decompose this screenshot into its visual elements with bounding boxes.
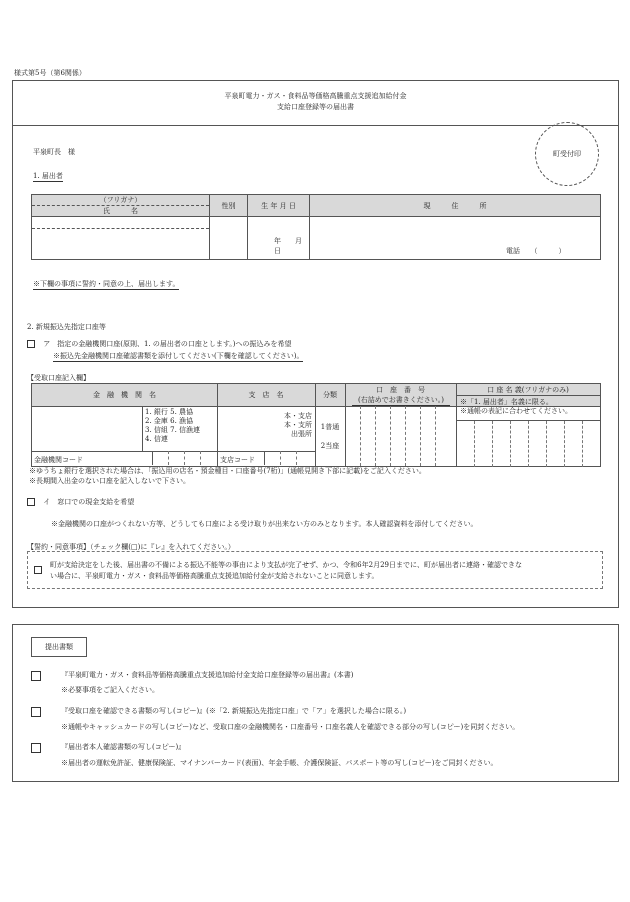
pledge-title: 【誓約・同意事項】（チェック欄(□)に『レ』を入れてください。） — [27, 543, 235, 551]
number-header: 口 座 番 号 — [376, 386, 425, 394]
doc-checkbox-2[interactable] — [31, 707, 41, 717]
address-label: 現 住 所 — [310, 195, 601, 217]
addressee: 平泉町長 様 — [33, 148, 75, 156]
applicant-table — [31, 194, 601, 260]
gender-field[interactable] — [210, 217, 248, 260]
phone-label: 電話 （ ） — [506, 247, 566, 255]
form-number: 様式第5号（第6関係） — [14, 69, 86, 77]
option-a-checkbox[interactable] — [27, 340, 35, 348]
pledge-text-2: い場合に、平泉町電力・ガス・食料品等価格高騰重点支援追加給付金が支給されないことに同意します。 — [50, 572, 379, 580]
doc-item-1: 『平泉町電力・ガス・食料品等価格高騰重点支援追加給付金支給口座登録等の届出書』(本書) — [61, 671, 354, 679]
bank-code-label: 金融機関コード — [34, 456, 83, 464]
long-term-note: ※長期間入出金のない口座を記入しないで下さい。 — [29, 477, 190, 485]
doc-item-2: 『受取口座を確認できる書類の写し(コピー)』(※「2. 新規振込先指定口座」で「ア」を選択した場合に限る。) — [61, 707, 407, 715]
pledge-box — [27, 551, 603, 589]
account-section-label: 【受取口座記入欄】 — [27, 374, 90, 382]
pledge-checkbox[interactable] — [34, 566, 42, 574]
pledge-note: ※下欄の事項に誓約・同意の上、届出します。 — [33, 280, 180, 288]
doc-note-3: ※届出者の運転免許証、健康保険証、マイナンバーカード(表面)、年金手帳、介護保険証、パスポート等の写し(コピー)をご同封ください。 — [61, 759, 498, 767]
account-type-current[interactable]: 2当座 — [320, 442, 340, 450]
doc-note-1: ※必要事項をご記入ください。 — [61, 686, 159, 694]
option-a-row — [27, 339, 292, 349]
account-number-field[interactable] — [345, 406, 456, 466]
form-title-line2: 支給口座登録等の届出書 — [277, 103, 354, 111]
branch-type-list: 本・支店 本・支所 出張所 — [284, 412, 312, 438]
bank-code-field[interactable] — [152, 451, 216, 465]
furigana-field[interactable] — [32, 217, 209, 229]
option-a-note: ※振込先金融機関口座確認書類を添付してください(下欄を確認してください)。 — [53, 352, 304, 360]
documents-section — [12, 624, 619, 782]
dob-units: 年 月 日 — [274, 237, 316, 255]
number-subheader: (右詰めでお書きください。) — [352, 395, 450, 406]
doc-item-3: 『届出者本人確認書類の写し(コピー)』 — [61, 743, 186, 751]
dob-label: 生 年 月 日 — [248, 195, 310, 217]
bank-header: 金 融 機 関 名 — [93, 391, 156, 399]
gender-label: 性別 — [210, 195, 248, 217]
name-field[interactable] — [32, 229, 209, 259]
branch-header: 支 店 名 — [248, 391, 284, 399]
documents-title: 提出書類 — [31, 637, 87, 657]
section2-title: 2. 新規振込先指定口座等 — [27, 323, 106, 331]
name-label: 氏 名 — [32, 205, 209, 216]
holder-field[interactable] — [456, 420, 600, 467]
option-i-label: イ 窓口での現金支給を希望 — [43, 498, 135, 506]
bank-type-list: 1. 銀行 5. 農協 2. 金庫 6. 漁協 3. 信組 7. 信漁連 4. 信連 — [145, 408, 201, 443]
type-header: 分類 — [323, 391, 337, 399]
branch-code-label: 支店コード — [220, 456, 255, 464]
yucho-note: ※ゆうちょ銀行を選択された場合は、「振込用の店名・預金種目・口座番号(7桁)」(通帳見開き下部に記載)をご記入ください。 — [29, 467, 426, 475]
option-i-row — [27, 497, 134, 507]
doc-checkbox-1[interactable] — [31, 671, 41, 681]
main-form — [12, 80, 619, 608]
section1-title: 1. 届出者 — [33, 172, 63, 180]
stamp-label: 町受付印 — [553, 150, 581, 158]
reception-stamp — [535, 122, 599, 186]
doc-checkbox-3[interactable] — [31, 743, 41, 753]
furigana-label: （フリガナ） — [99, 196, 142, 204]
branch-code-field[interactable] — [264, 451, 314, 465]
account-type-ordinary[interactable]: 1普通 — [320, 423, 340, 431]
holder-header: 口 座 名 義(フリガナのみ) — [487, 386, 569, 394]
option-a-label: ア 指定の金融機関口座(原則、1. の届出者の口座とします。)への振込みを希望 — [43, 340, 292, 348]
account-table — [31, 383, 601, 467]
holder-notes: ※「1. 届出者」名義に限る。 ※通帳の表記に合わせてください。 — [460, 398, 572, 415]
pledge-text-1: 町が支給決定をした後、届出書の不備による振込不能等の事由により支払が完了せず、かつ、令和6年2月29日までに、町が届出者に連絡・確認できな — [50, 561, 522, 569]
doc-note-2: ※通帳やキャッシュカードの写し(コピー)など、受取口座の金融機関名・口座番号・口座名義人を確認できる部分の写し(コピー)を同封ください。 — [61, 723, 520, 731]
form-title-line1: 平泉町電力・ガス・食料品等価格高騰重点支援追加給付金 — [224, 92, 407, 100]
option-i-note: ※金融機関の口座がつくれない方等、どうしても口座による受け取りが出来ない方のみとなります。本人確認資料を添付してください。 — [51, 520, 478, 528]
title-divider — [13, 125, 618, 126]
option-i-checkbox[interactable] — [27, 498, 35, 506]
